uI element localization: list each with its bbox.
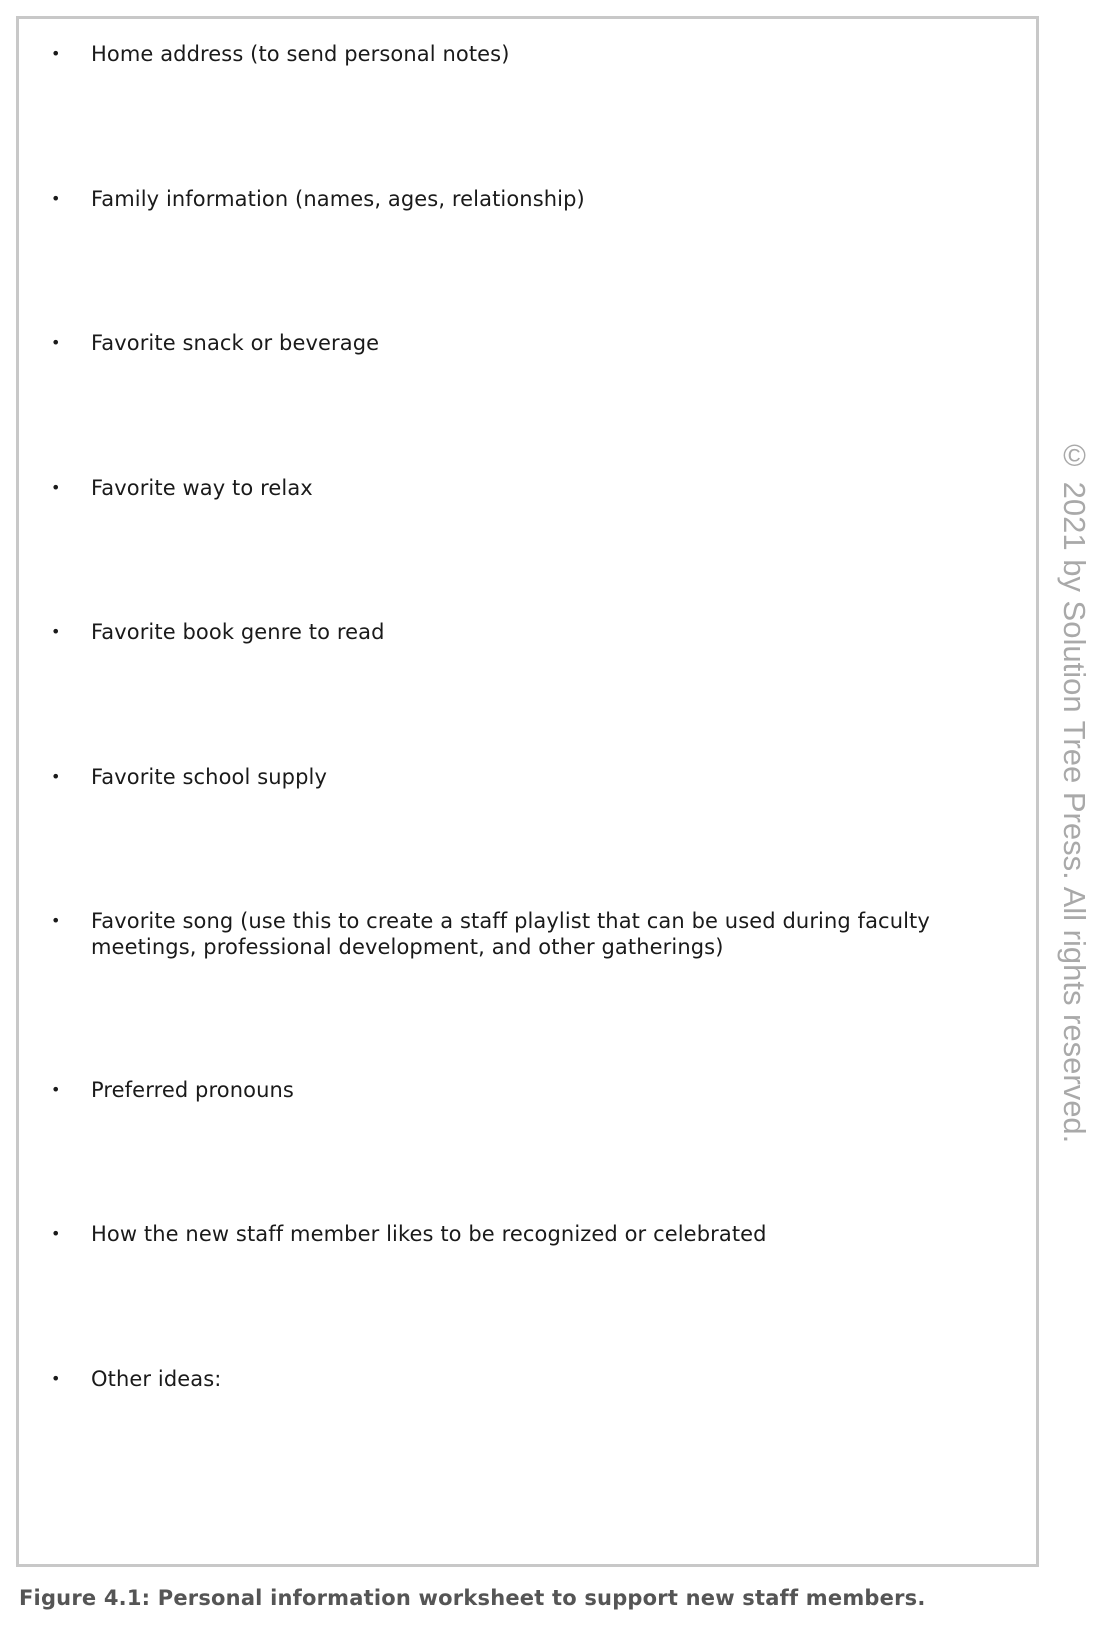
bullet: •: [51, 911, 61, 930]
worksheet-item-text: Favorite book genre to read: [91, 620, 385, 644]
bullet: •: [51, 478, 61, 497]
worksheet-item: [19, 186, 1036, 212]
worksheet-item-text: How the new staff member likes to be recognized or celebrated: [91, 1222, 767, 1246]
bullet: •: [51, 189, 61, 208]
worksheet-item-text: Preferred pronouns: [91, 1078, 294, 1102]
bullet: •: [51, 1224, 61, 1243]
worksheet-item-text: Family information (names, ages, relationship): [91, 187, 585, 211]
worksheet-item-text: Favorite song (use this to create a staff playlist that can be used during faculty meetings, professional development, and other gatherings): [91, 909, 930, 959]
bullet: •: [51, 1080, 61, 1099]
worksheet-item-text: Favorite school supply: [91, 765, 327, 789]
worksheet-item: [19, 1221, 1036, 1247]
bullet: •: [51, 1369, 61, 1388]
figure-caption: Figure 4.1: Personal information worksheet to support new staff members.: [19, 1586, 926, 1610]
bullet: •: [51, 622, 61, 641]
worksheet-item: [19, 764, 1036, 790]
worksheet-frame: [16, 16, 1039, 1567]
worksheet-item: [19, 330, 1036, 356]
bullet: •: [51, 333, 61, 352]
worksheet-item: [19, 908, 1036, 960]
worksheet-item-text: Other ideas:: [91, 1367, 222, 1391]
bullet: •: [51, 767, 61, 786]
copyright-watermark: © 2021 by Solution Tree Press. All rights reserved.: [1057, 438, 1092, 1144]
worksheet-item-text: Home address (to send personal notes): [91, 42, 510, 66]
worksheet-item: [19, 619, 1036, 645]
worksheet-item: [19, 475, 1036, 501]
worksheet-item: [19, 41, 1036, 67]
worksheet-item-text: Favorite way to relax: [91, 476, 313, 500]
worksheet-item: [19, 1366, 1036, 1392]
worksheet-item-text: Favorite snack or beverage: [91, 331, 380, 355]
worksheet-item: [19, 1077, 1036, 1103]
bullet: •: [51, 44, 61, 63]
